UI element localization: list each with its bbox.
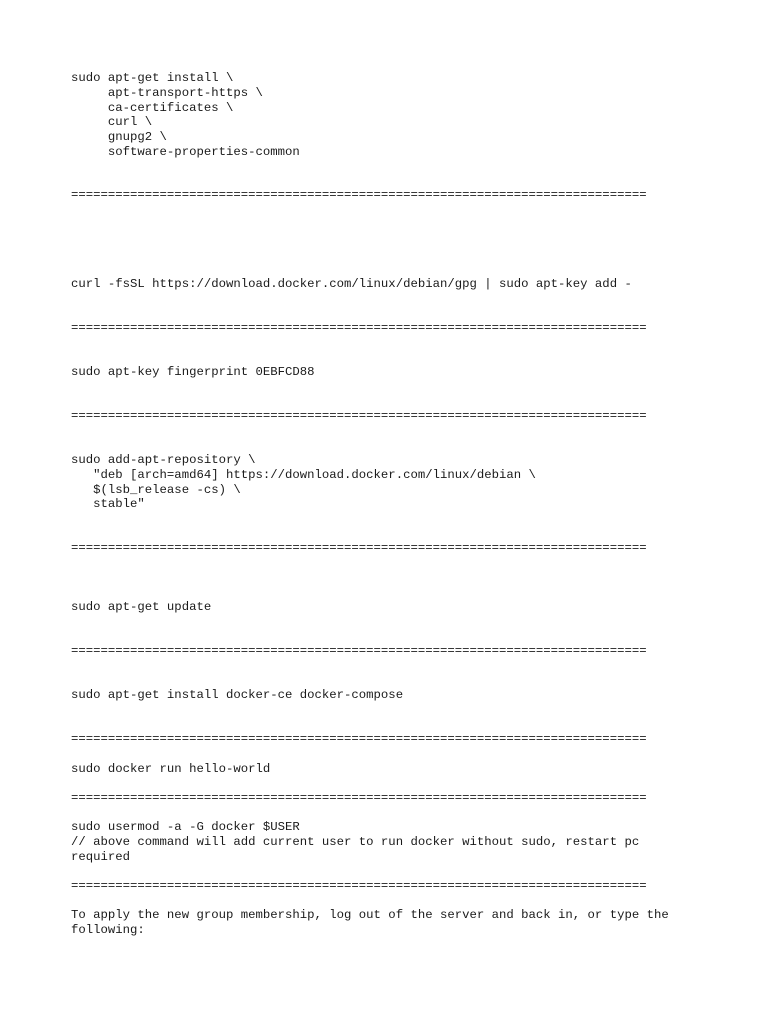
docker-hello-world-command: sudo docker run hello-world	[71, 762, 271, 776]
separator-line: ==============================================================================	[71, 644, 647, 658]
separator-line: ==============================================================================	[71, 879, 647, 893]
separator-line: ==============================================================================	[71, 321, 647, 335]
curl-gpg-key-command: curl -fsSL https://download.docker.com/linux/debian/gpg | sudo apt-key add -	[71, 277, 632, 291]
apt-install-prereqs-command: sudo apt-get install \ apt-transport-https \ ca-certificates \ curl \ gnupg2 \ software-properties-common	[71, 71, 300, 159]
separator-line: ==============================================================================	[71, 732, 647, 746]
separator-line: ==============================================================================	[71, 541, 647, 555]
separator-line: ==============================================================================	[71, 791, 647, 805]
separator-line: ==============================================================================	[71, 188, 647, 202]
apt-get-update-command: sudo apt-get update	[71, 600, 212, 614]
add-apt-repository-command: sudo add-apt-repository \ "deb [arch=amd64] https://download.docker.com/linux/debian \ $(lsb_release -cs) \ stable"	[71, 453, 536, 512]
install-docker-command: sudo apt-get install docker-ce docker-compose	[71, 688, 404, 702]
group-membership-instructions: To apply the new group membership, log out of the server and back in, or type the following:	[71, 908, 669, 937]
apt-key-fingerprint-command: sudo apt-key fingerprint 0EBFCD88	[71, 365, 315, 379]
separator-line: ==============================================================================	[71, 409, 647, 423]
usermod-command-and-note: sudo usermod -a -G docker $USER // above command will add current user to run docker without sudo, restart pc required	[71, 820, 640, 864]
